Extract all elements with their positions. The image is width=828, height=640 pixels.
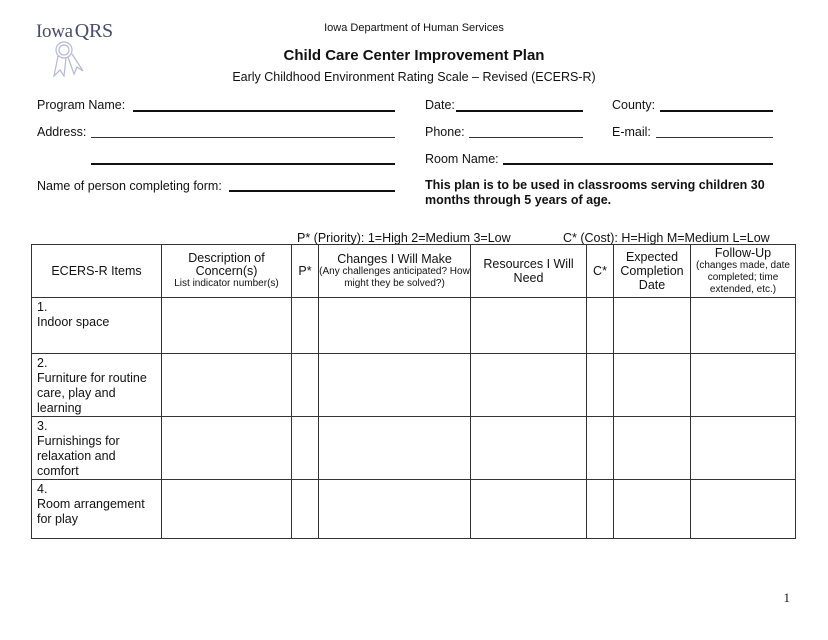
follow-up-cell[interactable] xyxy=(691,417,796,480)
item-cell: 3. Furnishings for relaxation and comfort xyxy=(32,417,162,480)
cost-cell[interactable] xyxy=(587,354,614,417)
table-row xyxy=(32,480,796,539)
completion-date-cell[interactable] xyxy=(614,354,691,417)
header-completion-date: Expected Completion Date xyxy=(614,245,691,298)
priority-legend: P* (Priority): 1=High 2=Medium 3=Low xyxy=(297,231,511,245)
cost-cell[interactable] xyxy=(587,480,614,539)
table-row xyxy=(32,354,796,417)
department-name: Iowa Department of Human Services xyxy=(324,22,504,34)
follow-up-cell[interactable] xyxy=(691,354,796,417)
priority-cell[interactable] xyxy=(292,354,319,417)
changes-cell[interactable] xyxy=(319,298,471,354)
age-range-note: This plan is to be used in classrooms serving children 30 months through 5 years of age. xyxy=(425,178,765,207)
header-resources: Resources I Will Need xyxy=(471,245,587,298)
resources-cell[interactable] xyxy=(471,354,587,417)
follow-up-cell[interactable] xyxy=(691,480,796,539)
description-cell[interactable] xyxy=(162,480,292,539)
improvement-plan-table xyxy=(31,244,796,539)
header-description: Description of Concern(s) List indicator number(s) xyxy=(162,245,292,298)
follow-up-cell[interactable] xyxy=(691,298,796,354)
completion-date-cell[interactable] xyxy=(614,417,691,480)
email-field[interactable] xyxy=(656,137,773,138)
table-row xyxy=(32,417,796,480)
resources-cell[interactable] xyxy=(471,480,587,539)
header-ecers-items: ECERS-R Items xyxy=(32,245,162,298)
logo-brand-right: QRS xyxy=(74,20,113,42)
county-label: County: xyxy=(612,98,656,112)
description-cell[interactable] xyxy=(162,417,292,480)
priority-cell[interactable] xyxy=(292,480,319,539)
priority-cell[interactable] xyxy=(292,417,319,480)
room-name-field[interactable] xyxy=(503,163,773,165)
resources-cell[interactable] xyxy=(471,298,587,354)
item-cell: 2. Furniture for routine care, play and learning xyxy=(32,354,162,417)
program-name-label: Program Name: xyxy=(37,98,126,112)
address-line-2-field[interactable] xyxy=(91,163,395,165)
changes-cell[interactable] xyxy=(319,480,471,539)
table-header-row xyxy=(32,245,796,298)
address-label: Address: xyxy=(37,125,87,139)
item-cell: 4. Room arrangement for play xyxy=(32,480,162,539)
date-label: Date: xyxy=(425,98,455,112)
county-field[interactable] xyxy=(660,110,773,112)
date-field[interactable] xyxy=(456,110,583,112)
phone-field[interactable] xyxy=(469,137,583,138)
person-completing-field[interactable] xyxy=(229,190,395,192)
header-follow-up: Follow-Up (changes made, date completed; time extended, etc.) xyxy=(691,245,796,298)
cost-cell[interactable] xyxy=(587,298,614,354)
email-label: E-mail: xyxy=(612,125,651,139)
header-cost: C* xyxy=(587,245,614,298)
priority-cell[interactable] xyxy=(292,298,319,354)
room-name-label: Room Name: xyxy=(425,152,499,166)
person-completing-label: Name of person completing form: xyxy=(37,179,222,193)
item-cell: 1. Indoor space xyxy=(32,298,162,354)
description-cell[interactable] xyxy=(162,354,292,417)
page-number: 1 xyxy=(783,590,790,605)
changes-cell[interactable] xyxy=(319,354,471,417)
cost-legend: C* (Cost): H=High M=Medium L=Low xyxy=(563,231,770,245)
page-title: Child Care Center Improvement Plan xyxy=(283,47,545,64)
cost-cell[interactable] xyxy=(587,417,614,480)
header-priority: P* xyxy=(292,245,319,298)
completion-date-cell[interactable] xyxy=(614,480,691,539)
header-changes: Changes I Will Make (Any challenges anticipated? How might they be solved?) xyxy=(319,245,471,298)
phone-label: Phone: xyxy=(425,125,465,139)
description-cell[interactable] xyxy=(162,298,292,354)
address-field[interactable] xyxy=(91,137,395,138)
completion-date-cell[interactable] xyxy=(614,298,691,354)
program-name-field[interactable] xyxy=(133,110,395,112)
table-row xyxy=(32,298,796,354)
changes-cell[interactable] xyxy=(319,417,471,480)
resources-cell[interactable] xyxy=(471,417,587,480)
logo-brand-left: Iowa xyxy=(36,21,73,42)
page-subtitle: Early Childhood Environment Rating Scale – Revised (ECERS-R) xyxy=(232,70,596,84)
